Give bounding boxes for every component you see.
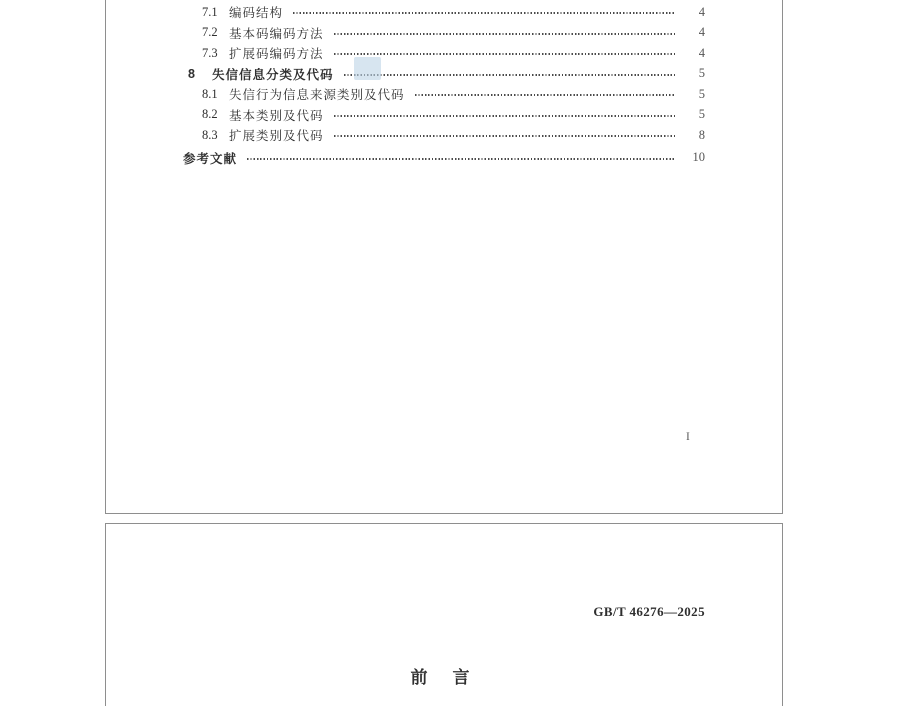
toc-entry-page-number: 4 — [698, 45, 705, 60]
toc-entry-number: 7.3 — [202, 45, 218, 60]
standard-number: GB/T 46276—2025 — [593, 604, 705, 619]
toc-entry-number: 8.2 — [202, 107, 218, 122]
toc-entry-number: 7.1 — [202, 4, 218, 19]
foreword-title: 前 言 — [410, 668, 474, 687]
dot-leader — [293, 12, 675, 14]
toc-entry-title: 参考文献 — [183, 151, 238, 166]
dot-leader — [334, 115, 675, 117]
toc-entry-title: 编码结构 — [229, 6, 284, 21]
toc-list — [106, 0, 782, 168]
toc-page — [105, 0, 783, 514]
dot-leader — [415, 94, 675, 96]
toc-entry-page-number: 4 — [698, 25, 705, 40]
toc-entry-title: 扩展码编码方法 — [229, 47, 324, 62]
toc-entry-number: 8 — [188, 66, 195, 81]
dot-leader — [344, 74, 675, 76]
toc-entry-page-number: 5 — [698, 107, 705, 122]
toc-entry-page-number: 10 — [692, 150, 705, 165]
toc-entry-title: 基本码编码方法 — [229, 26, 324, 41]
toc-entry — [106, 2, 782, 23]
toc-entry-title: 基本类别及代码 — [229, 108, 324, 123]
dot-leader — [334, 53, 675, 55]
toc-entry-number: 7.2 — [202, 25, 218, 40]
toc-entry-page-number: 8 — [698, 127, 705, 142]
toc-entry-page-number: 5 — [698, 66, 705, 81]
foreword-page — [105, 523, 783, 706]
toc-entry — [106, 64, 782, 85]
toc-entry — [106, 43, 782, 64]
toc-entry — [106, 125, 782, 146]
page-folio: I — [686, 431, 690, 443]
dot-leader — [334, 33, 675, 35]
toc-entry-title: 失信行为信息来源类别及代码 — [229, 88, 405, 103]
toc-entry — [106, 23, 782, 44]
toc-entry — [106, 84, 782, 105]
toc-entry-title: 失信信息分类及代码 — [212, 67, 334, 82]
toc-entry-number: 8.1 — [202, 86, 218, 101]
toc-entry-number: 8.3 — [202, 127, 218, 142]
toc-entry-page-number: 5 — [698, 86, 705, 101]
toc-entry — [106, 148, 782, 169]
dot-leader — [247, 158, 675, 160]
toc-entry-page-number: 4 — [698, 4, 705, 19]
dot-leader — [334, 135, 675, 137]
toc-entry — [106, 105, 782, 126]
toc-entry-title: 扩展类别及代码 — [229, 129, 324, 144]
